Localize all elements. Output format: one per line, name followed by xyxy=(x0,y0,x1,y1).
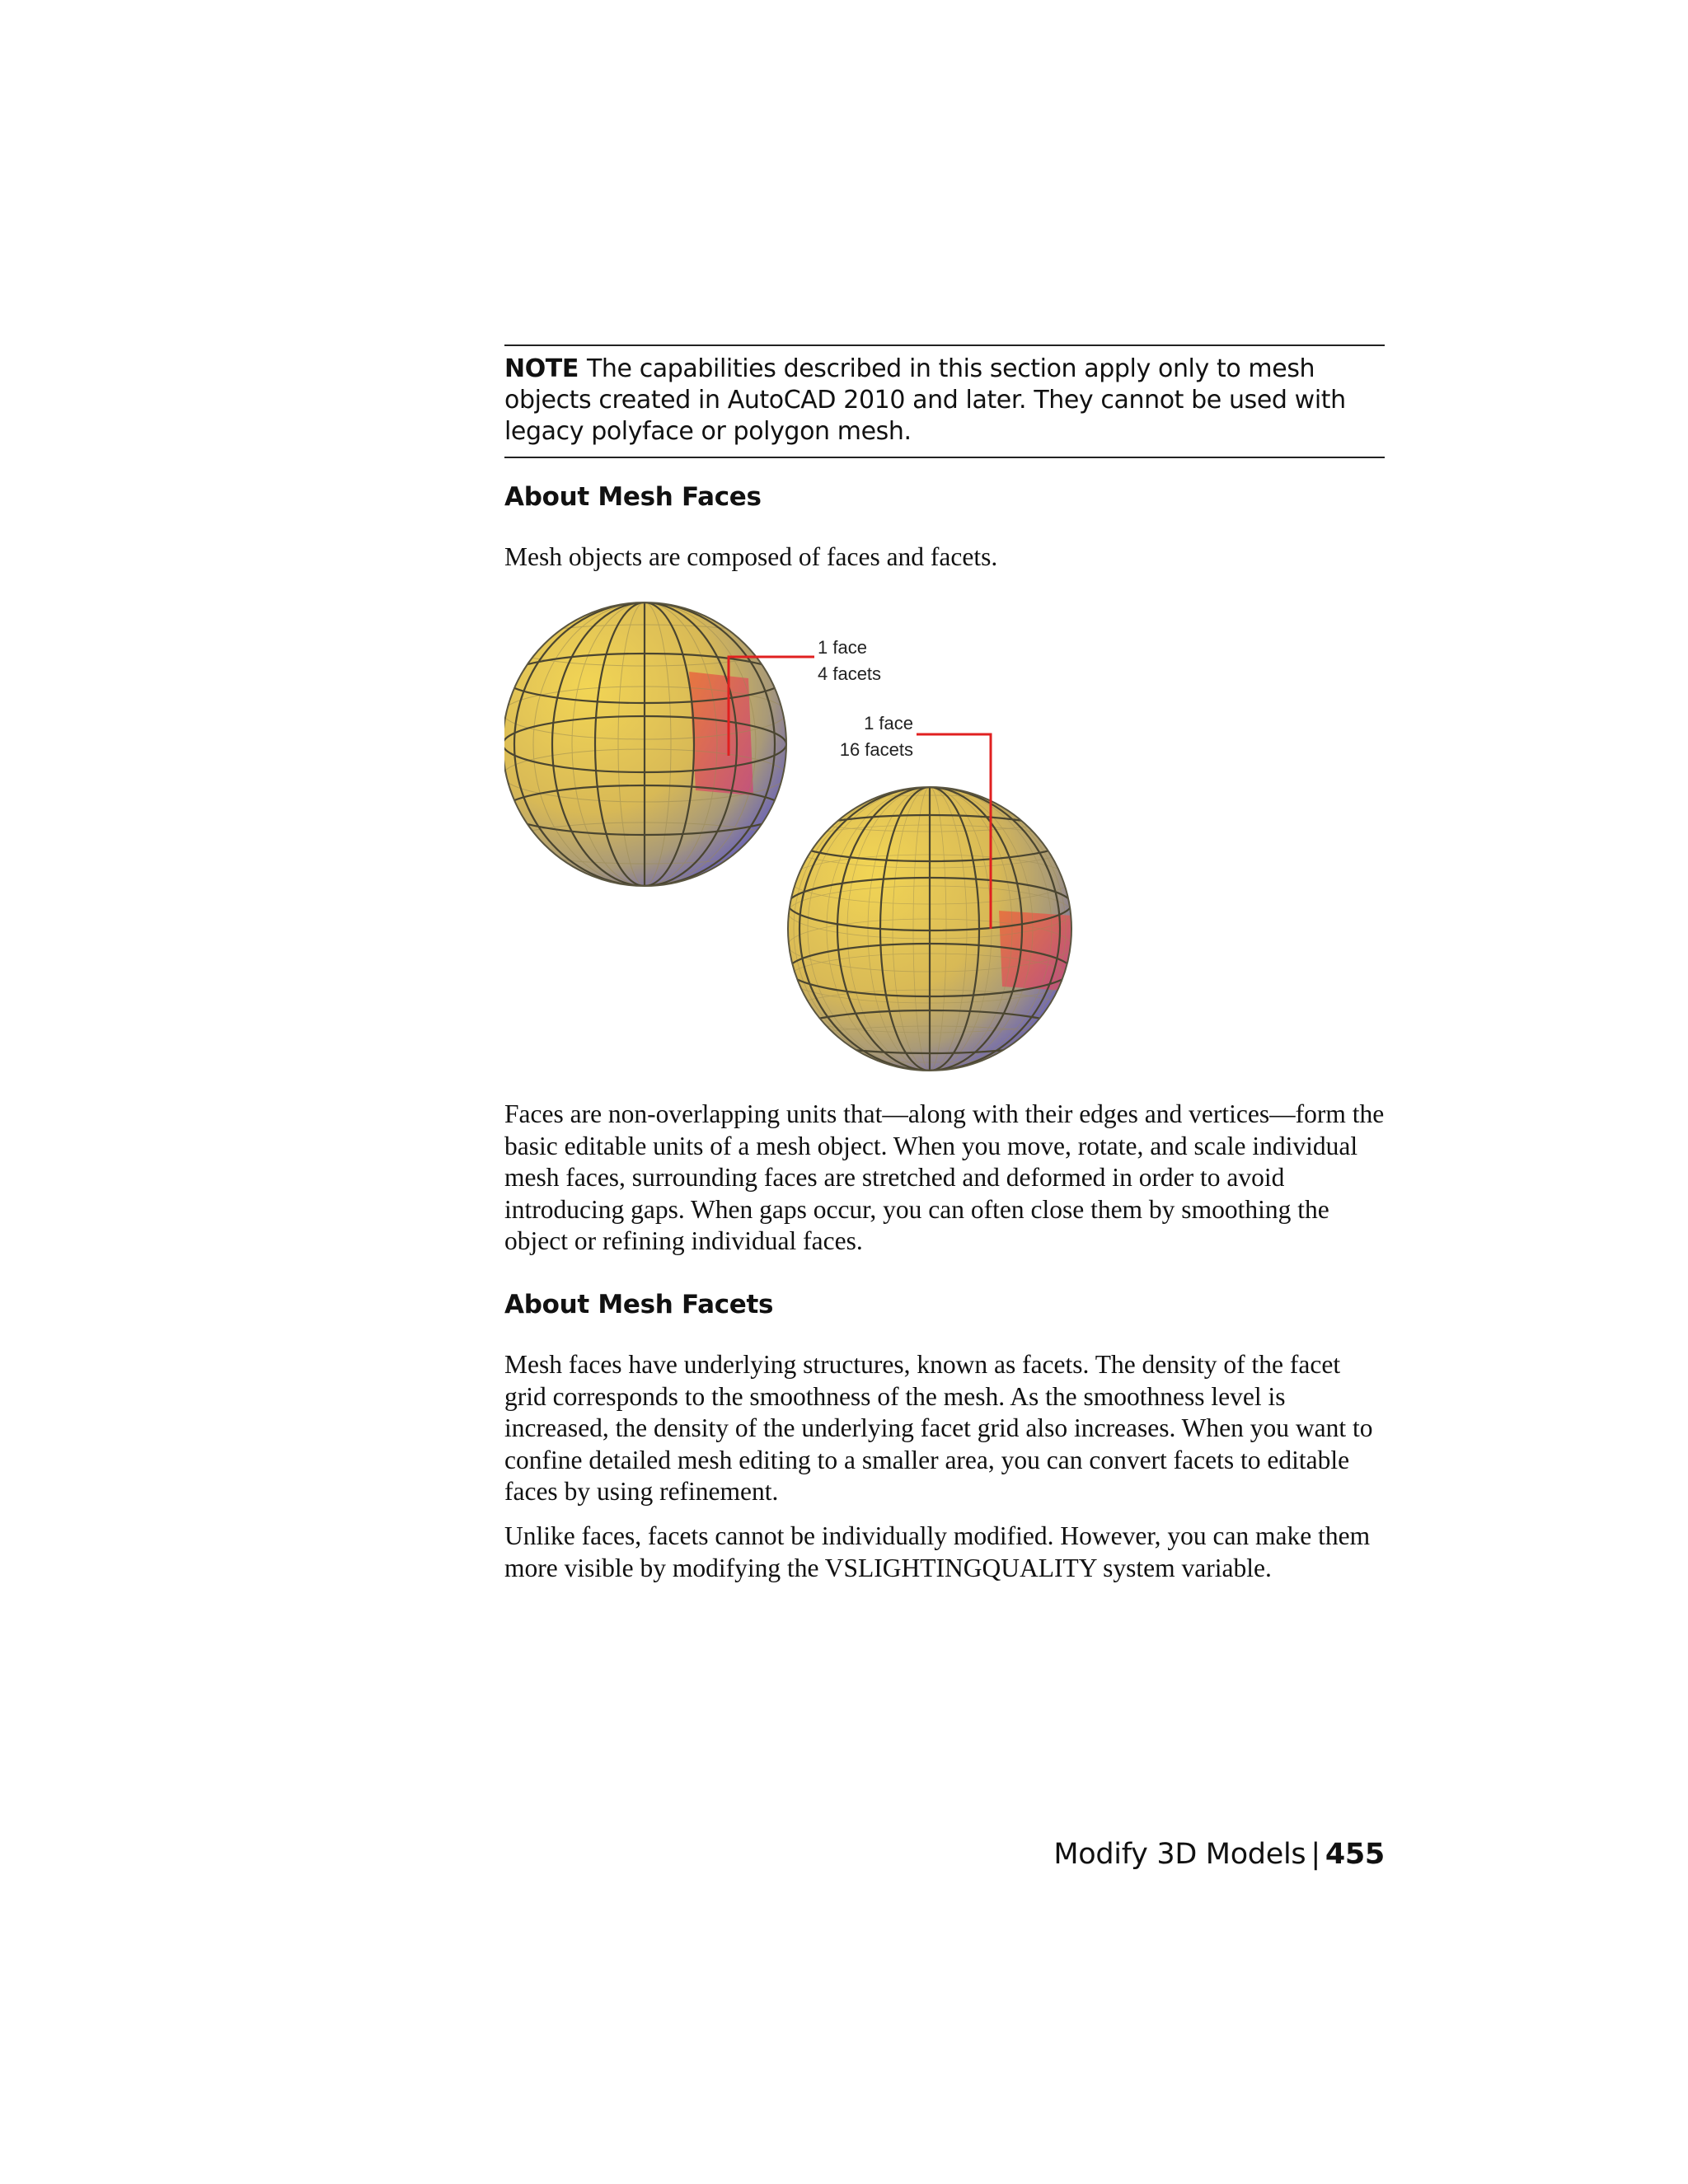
note-text: The capabilities described in this section apply only to mesh objects created in AutoCAD 2010 and later. They cannot be used with legacy polyface or polygon mesh. xyxy=(504,354,1346,446)
paragraph: Unlike faces, facets cannot be individually modified. However, you can make them more visible by modifying the VSLIGHTINGQUALITY system variable. xyxy=(504,1521,1371,1582)
callout-1-line2: 4 facets xyxy=(818,663,882,684)
page-number: 455 xyxy=(1325,1838,1385,1871)
section-heading-mesh-facets: About Mesh Facets xyxy=(504,1290,774,1319)
highlighted-face xyxy=(999,911,1076,991)
paragraph: Faces are non-overlapping units that—along with their edges and vertices—form the basic editable units of a mesh object. When you move, rotate, and scale individual mesh faces, surrounding faces are stretched and deformed in order to avoid introducing gaps. When gaps occur, you can often close them by smoothing the object or refining individual faces. xyxy=(504,1099,1385,1255)
callout-2-line1: 1 face xyxy=(864,713,913,733)
note-label: NOTE xyxy=(504,354,579,383)
section-heading-mesh-faces: About Mesh Faces xyxy=(504,482,762,512)
mesh-spheres-illustration xyxy=(504,598,1098,1092)
paragraph: Mesh faces have underlying structures, known as facets. The density of the facet grid corresponds to the smoothness of the mesh. As the smoothness level is increased, the density of the underlying facet grid also increases. When you want to confine detailed mesh editing to a smaller area, you can convert facets to editable faces by using refinement. xyxy=(504,1350,1373,1506)
footer-separator: | xyxy=(1311,1838,1320,1871)
highlighted-face xyxy=(689,672,753,795)
page-footer xyxy=(1053,1838,1385,1871)
sphere-16-facets xyxy=(788,787,1076,1071)
sphere-4-facets xyxy=(504,602,786,886)
note-box xyxy=(504,344,1385,458)
chapter-title: Modify 3D Models xyxy=(1053,1838,1306,1871)
paragraph: Mesh objects are composed of faces and facets. xyxy=(504,542,998,571)
callout-1-line1: 1 face xyxy=(818,637,867,658)
mesh-spheres-figure xyxy=(504,598,1098,1092)
callout-2-line2: 16 facets xyxy=(839,739,913,760)
